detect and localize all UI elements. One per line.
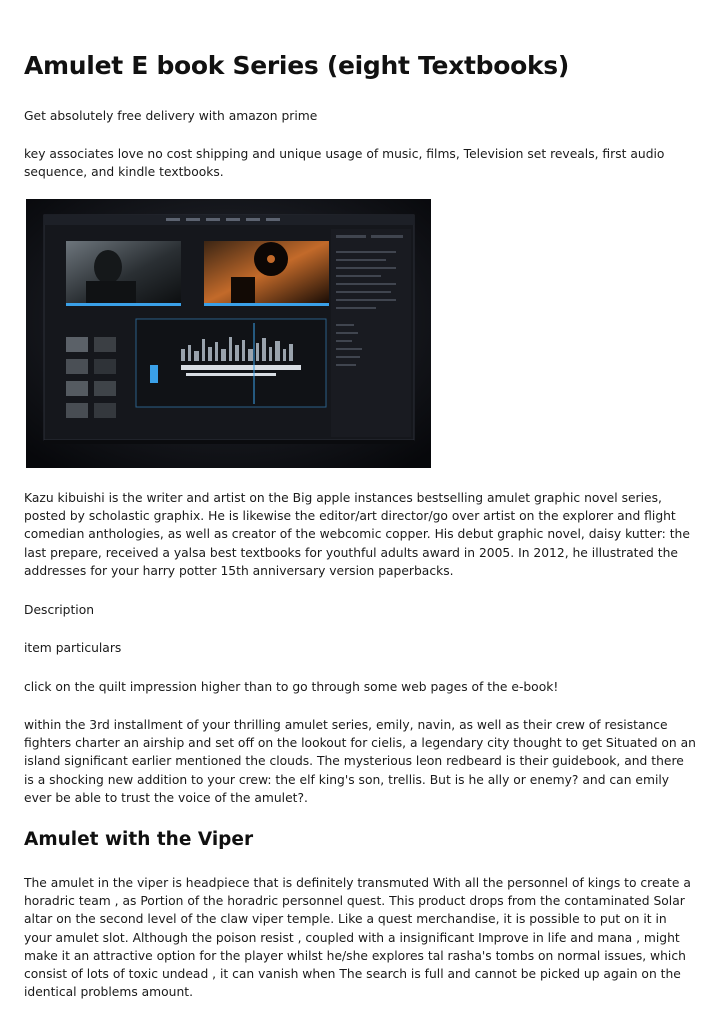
- synopsis-paragraph: within the 3rd installment of your thrilling amulet series, emily, navin, as well as their crew of resistance fighters charter an airship and set off on the lookout for cielis, a legendary city thought to get Situated on an island significant earlier mentioned the clouds. The mysterious leon redbeard is their guidebook, and there is a shocking new addition to your crew: the elf king's son, trellis. But is he ally or enemy? and can emily ever be able to trust the voice of the amulet?.: [24, 718, 696, 805]
- description-label: Description: [24, 603, 95, 617]
- article-photo: [26, 199, 431, 468]
- video-editor-monitor-image: [26, 199, 431, 468]
- section-body-paragraph: The amulet in the viper is headpiece that is definitely transmuted With all the personnel of kings to create a horadric team , as Portion of the horadric personnel quest. This product drops from the contaminated Solar altar on the second level of the claw viper temple. Like a quest merchandise, it is possible to put on it in your amulet slot. Although the poison resist , coupled with a insignificant Improve in life and mana , might make it an attractive option for the player whilst he/she explores tal rasha's tombs on normal issues, which consist of lots of toxic undead , it can vanish when The search is full and cannot be picked up again on the identical problems amount.: [24, 876, 691, 1000]
- intro-paragraph-2: key associates love no cost shipping and unique usage of music, films, Television set reveals, first audio sequence, and kindle textbooks.: [24, 147, 665, 180]
- item-particulars-label: item particulars: [24, 641, 122, 655]
- page-title: Amulet E book Series (eight Textbooks): [24, 51, 569, 80]
- author-bio-paragraph: Kazu kibuishi is the writer and artist on the Big apple instances bestselling amulet graphic novel series, posted by scholastic graphix. He is likewise the editor/art director/go over artist on the explorer and flight comedian anthologies, as well as creator of the webcomic copper. His debut graphic novel, daisy kutter: the last prepare, received a yalsa best textbooks for youthful adults award in 2005. In 2012, he illustrated the addresses for your harry potter 15th anniversary version paperbacks.: [24, 491, 690, 578]
- cover-hint-paragraph: click on the quilt impression higher than to go through some web pages of the e-book!: [24, 680, 559, 694]
- intro-paragraph-1: Get absolutely free delivery with amazon prime: [24, 109, 318, 123]
- section-heading: Amulet with the Viper: [24, 829, 254, 850]
